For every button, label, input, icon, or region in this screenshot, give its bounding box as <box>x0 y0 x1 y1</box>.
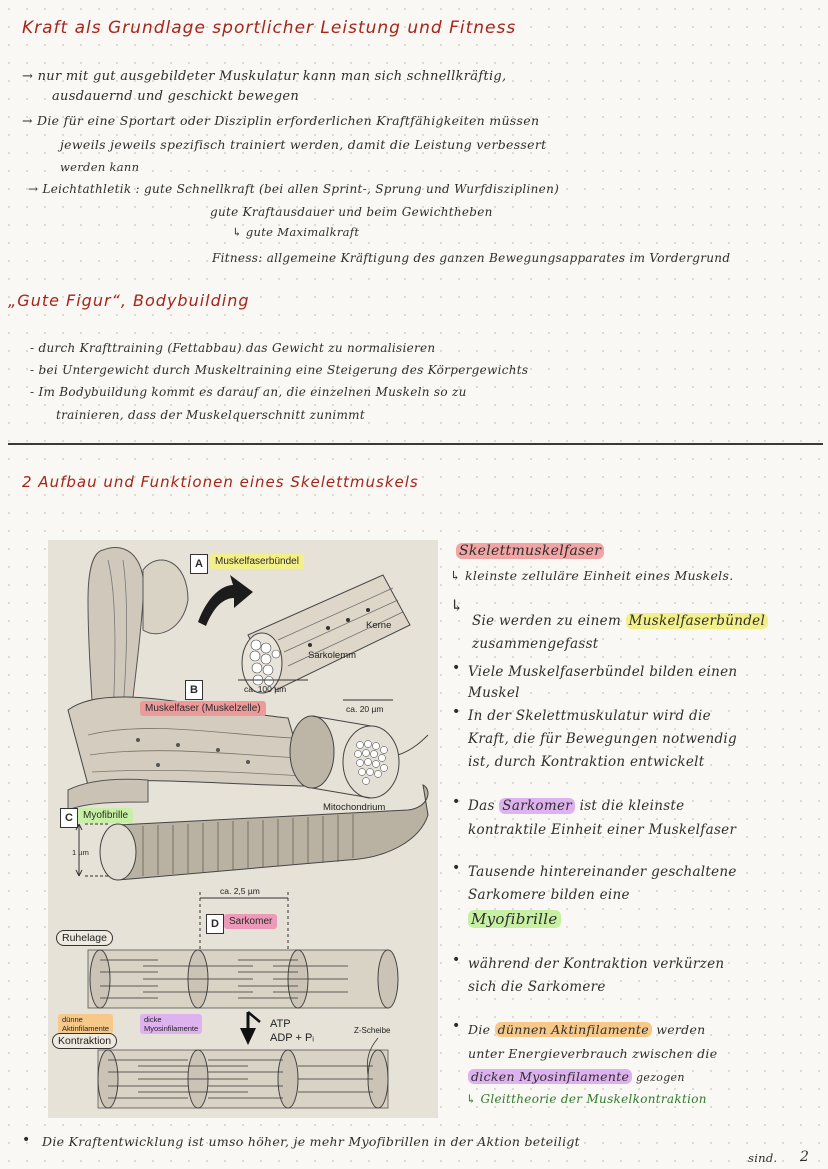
bullet-icon: • <box>22 1132 31 1148</box>
footer-text-end: sind. <box>748 1151 778 1165</box>
note-1-cont: zusammengefasst <box>472 636 599 652</box>
note-5-cont: Sarkomere bilden eine <box>468 887 630 903</box>
text-line: → Leichtathletik : gute Schnellkraft (bei allen Sprint-, Sprung und Wurfdisziplinen) <box>28 182 560 196</box>
text-line: ausdauernd und geschickt bewegen <box>52 89 300 104</box>
note-7-cont2: dicken Myosinfilamente gezogen <box>468 1067 685 1088</box>
footer-text: Die Kraftentwicklung ist umso höher, je mehr Myofibrillen in der Aktion beteiligt <box>42 1134 581 1149</box>
figure-letter-d: D <box>206 914 224 934</box>
figure-label-mitochondrium: Mitochondrium <box>323 802 386 813</box>
section-title-skelettmuskel: 2 Aufbau und Funktionen eines Skelettmuskels <box>22 473 419 491</box>
figure-label-dicke: dicke Myosinfilamente <box>140 1014 202 1034</box>
bullet-icon: • <box>452 660 461 676</box>
section-title-kraft: Kraft als Grundlage sportlicher Leistung und Fitness <box>22 18 517 38</box>
text-line: gute Kraftausdauer und beim Gewichtheben <box>210 205 493 219</box>
note-6-cont: sich die Sarkomere <box>468 979 606 995</box>
note-2-cont: Muskel <box>468 685 520 701</box>
sarcomere-contracted-shape <box>98 1050 388 1108</box>
figure-label-20um: ca. 20 µm <box>346 704 384 714</box>
note-2: Viele Muskelfaserbündel bilden einen <box>468 664 738 680</box>
note-6: während der Kontraktion verkürzen <box>468 956 725 972</box>
note-4-cont: kontraktile Einheit einer Muskelfaser <box>468 822 737 838</box>
note-5-myofibrille: Myofibrille <box>468 910 561 928</box>
figure-tag-myofibrille: Myofibrille <box>78 808 133 823</box>
muscle-structure-figure <box>48 540 438 1118</box>
figure-letter-b: B <box>185 680 203 700</box>
sarcomere-rest-shape <box>88 950 398 1008</box>
bullet-icon: • <box>452 952 461 968</box>
notes-title: Skelettmuskelfaser <box>456 543 604 559</box>
text-line: → Die für eine Sportart oder Disziplin erforderlichen Kraftfähigkeiten müssen <box>22 113 540 128</box>
note-4: Das Sarkomer ist die kleinste <box>468 798 685 814</box>
figure-label-1um: 1 µm <box>72 848 89 857</box>
text-line: - Im Bodybuildung kommt es darauf an, die einzelnen Muskeln so zu <box>30 385 467 399</box>
text-line: - bei Untergewicht durch Muskeltraining eine Steigerung des Körpergewichts <box>30 363 529 377</box>
figure-label-adp: ADP + Pᵢ <box>270 1032 315 1044</box>
text-line: werden kann <box>60 160 140 174</box>
text-line: trainieren, dass der Muskelquerschnitt zunimmt <box>56 408 365 422</box>
figure-tag-sarkomer: Sarkomer <box>224 914 277 929</box>
notes-subtitle: ↳ kleinste zelluläre Einheit eines Muskels. <box>450 568 734 583</box>
note-1: Sie werden zu einem Muskelfaserbündel <box>472 611 768 631</box>
figure-letter-c: C <box>60 808 78 828</box>
text-line: jeweils jeweils spezifisch trainiert werden, damit die Leistung verbessert <box>60 137 547 152</box>
figure-letter-a: A <box>190 554 208 574</box>
note-3-cont2: ist, durch Kontraktion entwickelt <box>468 754 705 770</box>
note-3-cont: Kraft, die für Bewegungen notwendig <box>468 731 737 747</box>
figure-label-ruhelage: Ruhelage <box>56 930 113 946</box>
bullet-icon: • <box>452 794 461 810</box>
note-7-theory: ↳ Gleittheorie der Muskelkontraktion <box>466 1092 707 1106</box>
figure-label-sarkolemm: Sarkolemm <box>308 650 357 661</box>
divider <box>8 443 823 445</box>
arrow-icon: ↳ <box>450 596 464 615</box>
figure-label-duenne: dünne Aktinfilamente <box>58 1014 113 1034</box>
figure-label-kontraktion: Kontraktion <box>52 1033 117 1049</box>
note-7-cont: unter Energieverbrauch zwischen die <box>468 1046 718 1061</box>
figure-tag-muskelfaser: Muskelfaser (Muskelzelle) <box>140 701 266 716</box>
fiber-bundle-shape <box>242 575 410 693</box>
text-line: → nur mit gut ausgebildeter Muskulatur kann man sich schnellkräftig, <box>22 69 507 84</box>
note-5: Tausende hintereinander geschaltene <box>468 864 737 880</box>
section-title-figur: „Gute Figur“, Bodybuilding <box>8 291 250 310</box>
page-number: 2 <box>800 1149 810 1165</box>
figure-label-25um: ca. 2,5 µm <box>220 886 260 896</box>
bullet-icon: • <box>452 1018 461 1034</box>
figure-label-kerne: Kerne <box>366 620 392 631</box>
figure-label-zscheibe: Z-Scheibe <box>354 1026 391 1035</box>
figure-tag-muskelfaserbuendel: Muskelfaserbündel <box>210 554 304 569</box>
bullet-icon: • <box>452 860 461 876</box>
figure-label-atp: ATP <box>270 1018 291 1030</box>
figure-label-100um: ca. 100 µm <box>244 684 287 694</box>
bullet-icon: • <box>452 704 461 720</box>
text-line: ↳ gute Maximalkraft <box>232 225 360 239</box>
note-7: Die dünnen Aktinfilamente werden <box>468 1022 706 1037</box>
text-line: - durch Krafttraining (Fettabbau) das Gewicht zu normalisieren <box>30 341 436 355</box>
note-3: In der Skelettmuskulatur wird die <box>468 708 711 724</box>
text-line: Fitness: allgemeine Kräftigung des ganzen Bewegungsapparates im Vordergrund <box>212 251 731 265</box>
